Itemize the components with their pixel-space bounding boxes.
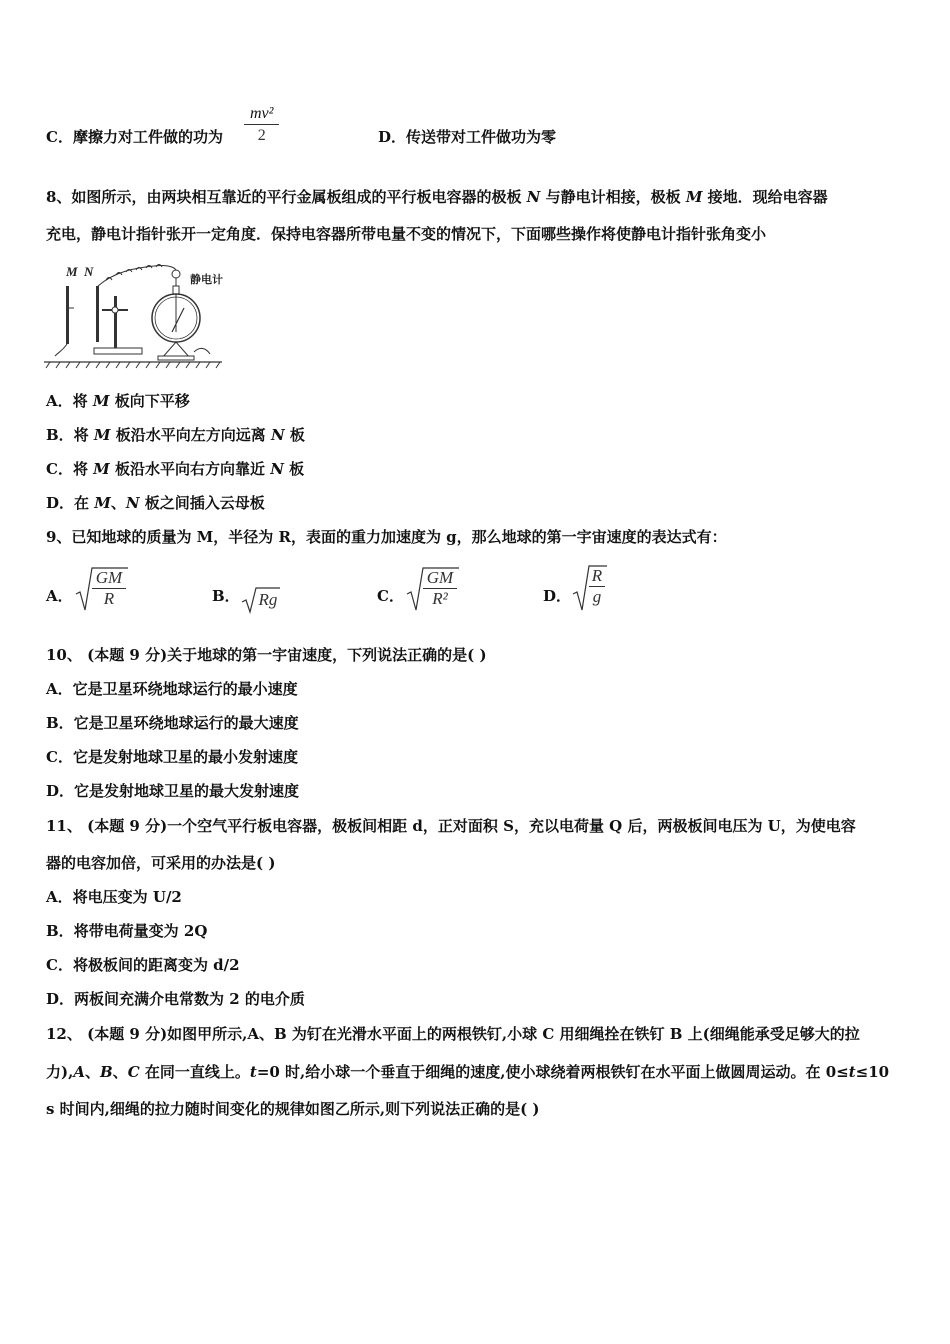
sqrt-numerator: R	[589, 566, 605, 587]
sqrt-radicand: Rg	[258, 590, 278, 609]
q12-text: 在同一直线上。	[139, 1063, 250, 1081]
sqrt-numerator: GM	[92, 568, 126, 589]
q8-option-a-text: A．将	[46, 392, 93, 410]
q11-option-d: D．两板间充满介电常数为 2 的电介质	[46, 990, 305, 1008]
q12-text: =0 时,给小球一个垂直于细绳的速度,使小球绕着两根铁钉在水平面上做圆周运动。在 0≤	[256, 1063, 849, 1081]
plate-m	[66, 286, 69, 344]
q9-stem: 9、已知地球的质量为 M，半径为 R，表面的重力加速度为 g，那么地球的第一宇宙速度的表达式有：	[46, 528, 727, 546]
sqrt-denominator: g	[592, 587, 602, 606]
q8-text: 与静电计相接，极板	[540, 188, 686, 206]
q8-option-b-text: 板沿水平向左方向远离	[110, 426, 271, 444]
q8-option-c-text: C．将	[46, 460, 94, 478]
figure-label-electrometer: 静电计	[190, 273, 223, 286]
q8-option-c	[46, 459, 304, 479]
q8-text: 8、如图所示，由两块相互靠近的平行金属板组成的平行板电容器的极板	[46, 188, 527, 206]
q9-option-a-expression	[74, 564, 130, 614]
q8-option-d	[46, 493, 265, 513]
q11-stem-line1: 11、 (本题 9 分)一个空气平行板电容器，极板间相距 d，正对面积 S，充以电荷量 Q 后，两极板间电压为 U，为使电容	[46, 817, 856, 835]
q12-stem-line3: s 时间内,细绳的拉力随时间变化的规律如图乙所示,则下列说法正确的是( )	[46, 1100, 540, 1118]
q8-var-n: N	[125, 494, 140, 512]
q8-option-d-text: D．在	[46, 494, 95, 512]
q7-option-d-label: D．	[378, 128, 407, 146]
q10-option-b: B．它是卫星环绕地球运行的最大速度	[46, 714, 299, 732]
q8-option-c-text: 板沿水平向右方向靠近	[109, 460, 271, 478]
q8-var-m: M	[92, 392, 110, 410]
q7-option-c-label: C．	[46, 128, 73, 146]
q8-var-n: N	[526, 188, 541, 206]
q10-option-a: A．它是卫星环绕地球运行的最小速度	[46, 680, 298, 698]
q12-var-a: A	[73, 1063, 85, 1081]
q8-var-m: M	[685, 188, 703, 206]
q7-option-d	[378, 127, 556, 147]
q9-option-b-label: B．	[212, 587, 240, 605]
q9-option-c-expression	[405, 564, 461, 614]
q8-option-a-text: 板向下平移	[109, 392, 190, 410]
q12-text: 、	[84, 1063, 100, 1081]
figure-label-n: N	[84, 264, 94, 279]
q8-var-m: M	[93, 460, 110, 478]
q8-stem-line1	[46, 187, 828, 207]
q12-var-c: C	[127, 1063, 140, 1081]
q11-option-c: C．将极板间的距离变为 d/2	[46, 956, 240, 974]
q9-option-d-expression	[571, 562, 609, 614]
q12-var-b: B	[99, 1063, 113, 1081]
q12-stem-line2	[46, 1062, 889, 1082]
q9-option-a-label: A．	[46, 587, 73, 605]
q8-text: 接地．现给电容器	[702, 188, 828, 206]
q7-option-c	[46, 127, 223, 147]
q9-option-b-expression	[240, 584, 282, 614]
q8-option-a	[46, 391, 190, 411]
q10-option-c: C．它是发射地球卫星的最小发射速度	[46, 748, 298, 766]
capacitor-electrometer-figure	[44, 262, 244, 370]
sqrt-denominator: R	[103, 589, 115, 608]
q12-stem-line1: 12、 (本题 9 分)如图甲所示,A、B 为钉在光滑水平面上的两根铁钉,小球 C 用细绳拴在铁钉 B 上(细绳能承受足够大的拉	[46, 1025, 860, 1043]
sqrt-numerator: GM	[423, 568, 457, 589]
q11-stem-line2: 器的电容加倍，可采用的办法是( )	[46, 854, 276, 872]
q10-stem: 10、 (本题 9 分)关于地球的第一宇宙速度，下列说法正确的是( )	[46, 646, 487, 664]
stand-base	[94, 348, 142, 354]
q8-var-m: M	[94, 494, 111, 512]
q7-option-c-fraction	[244, 104, 279, 147]
q7-option-c-text: 摩擦力对工件做的功为	[72, 128, 223, 146]
q7-option-d-text: 传送带对工件做功为零	[406, 128, 557, 146]
q9-option-c-label: C．	[377, 587, 404, 605]
q12-var-t: t	[249, 1063, 257, 1081]
q12-text: 、	[112, 1063, 128, 1081]
fraction-numerator: mv²	[244, 104, 279, 125]
q8-var-n: N	[270, 426, 285, 444]
q11-option-a: A．将电压变为 U/2	[46, 888, 182, 906]
q8-option-b-text: B．将	[46, 426, 94, 444]
q10-option-d: D．它是发射地球卫星的最大发射速度	[46, 782, 300, 800]
q8-option-d-text: 、	[110, 494, 126, 512]
q8-option-c-text: 板	[283, 460, 305, 478]
q8-option-b-text: 板	[284, 426, 305, 444]
q8-option-b	[46, 425, 305, 445]
q12-text: 力),	[46, 1063, 74, 1081]
q9-option-d-label: D．	[543, 587, 572, 605]
q8-option-d-text: 板之间插入云母板	[139, 494, 265, 512]
fraction-denominator: 2	[257, 127, 266, 144]
figure-label-m: M	[66, 264, 78, 279]
plate-n	[96, 286, 99, 342]
electrometer-knob	[172, 270, 180, 278]
q12-var-t: t	[848, 1063, 856, 1081]
q11-option-b: B．将带电荷量变为 2Q	[46, 922, 208, 940]
q12-text: ≤10	[855, 1063, 890, 1081]
q8-var-m: M	[93, 426, 111, 444]
q8-var-n: N	[270, 460, 284, 478]
q8-stem-line2: 充电，静电计指针张开一定角度．保持电容器所带电量不变的情况下，下面哪些操作将使静电计指针张角变小	[46, 225, 767, 243]
sqrt-denominator: R²	[432, 589, 448, 608]
